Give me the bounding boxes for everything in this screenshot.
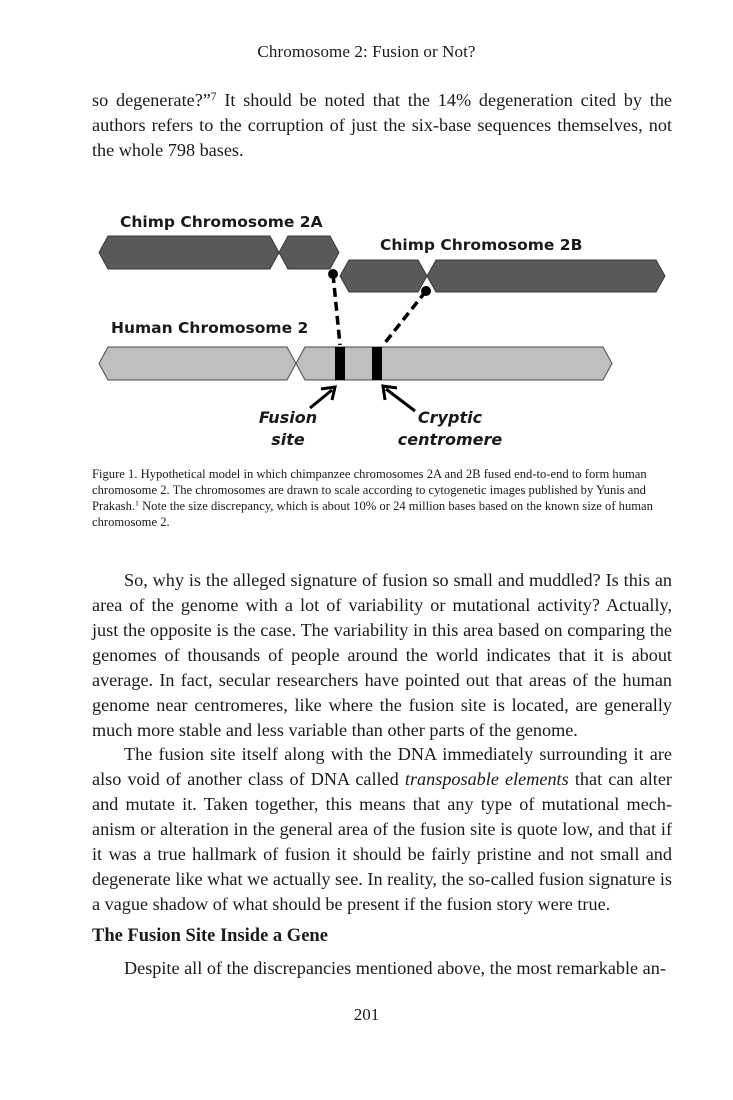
human-2-segment-p-arm <box>99 347 296 380</box>
figure-1-caption <box>92 466 672 530</box>
caption-text-a: Figure 1. Hypothetical model in which chimpanzee chromosomes 2A and 2B fused end-to-end to form human chromosome 2. The chromosomes are drawn to scale according to cytogenetic images published by Yunis and Prakash. <box>92 467 647 513</box>
figure-1-chromosome-diagram <box>0 195 733 460</box>
paragraph-3-text-b: that can alter and mutate it. Taken together, this means that any type of mutational mechanism or alteration in the general area of the fusion site is quote low, and that if it was a true hallmark of fusion it should be fairly pristine and not small and degenerate like what we actually see. In reality, the so-called fusion signature is a vague shadow of what should be present if the fusion story were true. <box>92 769 672 914</box>
paragraph-2 <box>92 568 672 743</box>
fusion-site-band <box>335 347 345 380</box>
paragraph-1 <box>92 88 672 163</box>
chromosome-diagram-graphic <box>0 195 733 460</box>
label-chimp-chromosome-2a: Chimp Chromosome 2A <box>120 213 323 231</box>
annotation-fusion-site-line1: Fusion <box>258 408 318 427</box>
annotation-fusion-site <box>252 407 324 451</box>
footnote-ref-1[interactable]: 1 <box>135 498 139 508</box>
paragraph-3 <box>92 742 672 917</box>
section-heading: The Fusion Site Inside a Gene <box>92 926 328 946</box>
connector-dot-2a <box>328 269 338 279</box>
chimp-2a-segment-p-arm <box>99 236 279 269</box>
connector-2b-to-cryptic-centromere <box>384 291 426 344</box>
label-human-chromosome-2: Human Chromosome 2 <box>111 319 309 337</box>
chimp-2b-segment-p-arm <box>340 260 427 292</box>
paragraph-4 <box>92 956 672 981</box>
connector-dot-2b <box>421 286 431 296</box>
paragraph-2-text: So, why is the alleged signature of fusion so small and muddled? Is this an area of the genome with a lot of variability or mutational activity? Actually, just the opposite is the case. The variability in this area based on comparing the genomes of thousands of people around the world indicates that it is about average. In fact, secular researchers have pointed out that areas of the human genome near centromeres, like where the fusion site is located, are generally much more stable and less variable than other parts of the genome. <box>92 570 672 740</box>
paragraph-4-text: Despite all of the discrepancies mentioned above, the most remarkable an- <box>124 958 666 978</box>
annotation-cryptic-centromere <box>395 407 505 451</box>
annotation-cryptic-line1: Cryptic <box>417 408 483 427</box>
cryptic-centromere-band <box>372 347 382 380</box>
caption-text-b: Note the size discrepancy, which is about 10% or 24 million bases based on the known size of human chromosome 2. <box>92 499 653 529</box>
footnote-ref-7[interactable]: 7 <box>210 90 217 103</box>
chimp-2b-segment-q-arm <box>427 260 665 292</box>
running-head: Chromosome 2: Fusion or Not? <box>257 42 476 61</box>
paragraph-1-text-a: so degenerate?” <box>92 90 211 110</box>
annotation-fusion-site-line2: site <box>271 430 305 449</box>
label-chimp-chromosome-2b: Chimp Chromosome 2B <box>380 236 583 254</box>
arrow-fusion-site <box>310 390 332 408</box>
connector-2a-to-fusion-site <box>333 274 340 345</box>
paragraph-1-text-b: It should be noted that the 14% degeneration cited by the authors refers to the corruption of just the six-base sequences themselves, not the whole 798 bases. <box>92 90 672 160</box>
paragraph-3-text-a: The fusion site itself along with the DNA immediately surrounding it are also void of another class of DNA called <box>92 744 672 789</box>
page-number: 201 <box>353 1005 380 1024</box>
annotation-cryptic-line2: centromere <box>397 430 503 449</box>
chimp-2a-segment-q-arm <box>279 236 339 269</box>
paragraph-3-italic-term: transposable elements <box>404 769 569 789</box>
